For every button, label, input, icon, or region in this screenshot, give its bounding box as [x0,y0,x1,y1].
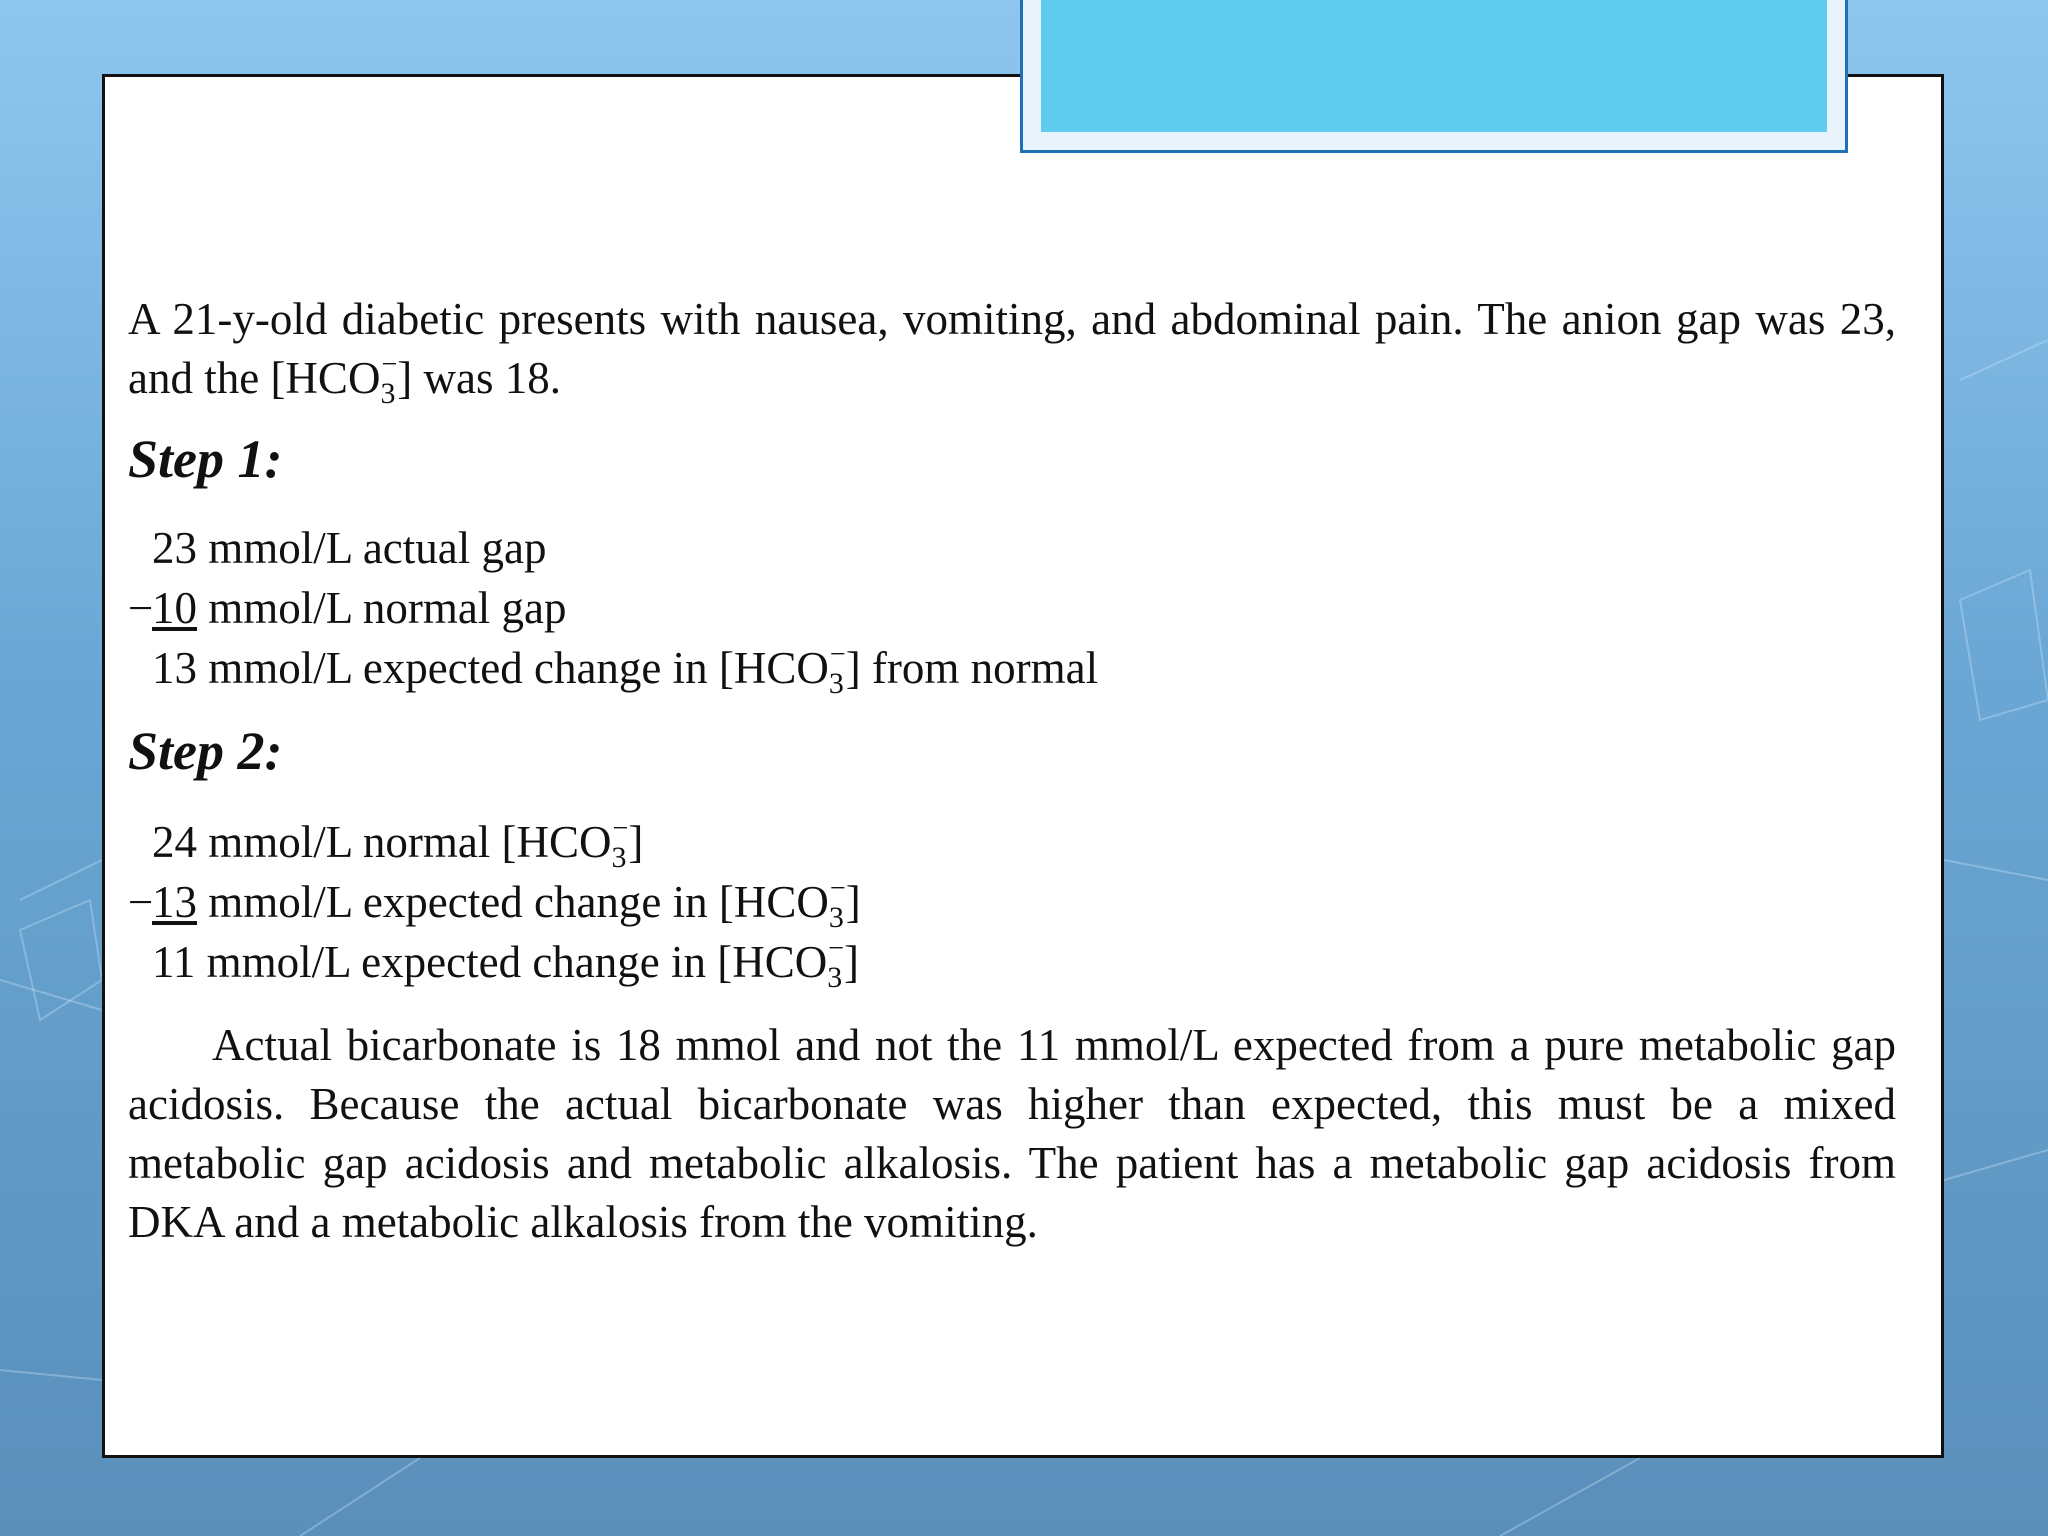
step2-line-2-value: 13 [152,877,197,927]
step2-line-2-superscript: − [829,873,846,904]
step2-line-1-text: mmol/L normal [HCO [197,817,612,867]
case-intro [128,290,1896,408]
step1-line-1 [128,518,1896,578]
step2-line-3-text: mmol/L expected change in [HCO [195,937,828,987]
step2-line-2 [128,872,1896,932]
step1-line-2-minus: − [128,583,154,633]
step2-line-1 [128,812,1896,872]
case-intro-subscript: 3 [380,377,396,410]
case-intro-superscript: − [381,349,398,380]
title-placeholder-fill [1041,0,1827,132]
step1-line-3-superscript: − [829,639,846,670]
step1-line-1-text: mmol/L actual gap [197,523,547,573]
step2-line-2-subscript: 3 [828,901,844,934]
step1-line-2 [128,578,1896,638]
step1-line-3-subscript: 3 [828,667,844,700]
step2-line-3-subscript: 3 [827,961,843,994]
step2-line-1-subscript: 3 [611,841,627,874]
step2-line-1-superscript: − [612,813,629,844]
step2-line-3-text-end: ] [844,937,860,987]
step1-line-2-text: mmol/L normal gap [197,583,567,633]
step1-line-3-text-end: ] from normal [845,643,1099,693]
step1-line-3-text: mmol/L expected change in [HCO [197,643,829,693]
conclusion-paragraph: Actual bicarbonate is 18 mmol and not the 11 mmol/L expected from a pure metabolic gap acidosis. Because the actual bicarbonate was higher than expected, this must be a mixed metabolic gap acidosis and metabolic alkalosis. The patient has a metabolic gap acidosis from DKA and a metabolic alkalosis from the vomiting. [128,1020,1896,1247]
step2-line-2-minus: − [128,877,154,927]
slide-body [128,290,1896,1252]
step1-line-3 [128,638,1896,698]
step2-heading: Step 2: [128,721,283,781]
step1-heading: Step 1: [128,429,283,489]
step2-line-1-text-end: ] [628,817,644,867]
step1-line-2-value: 10 [152,583,197,633]
step1-line-1-value: 23 [152,523,197,573]
case-intro-text: A 21-y-old diabetic presents with nausea, vomiting, and abdominal pain. The anion gap was 23, and the [HCO [128,294,1896,403]
step1-calculation [128,518,1896,698]
step2-calculation [128,812,1896,992]
step2-line-3-value: 11 [152,937,196,987]
step2-line-3-superscript: − [828,933,845,964]
step1-line-3-value: 13 [152,643,197,693]
step2-line-2-text-end: ] [845,877,861,927]
case-intro-text-end: ] was 18. [397,353,561,403]
title-placeholder [1020,0,1848,153]
step2-line-2-text: mmol/L expected change in [HCO [197,877,829,927]
step2-line-3 [128,932,1896,992]
step2-line-1-value: 24 [152,817,197,867]
